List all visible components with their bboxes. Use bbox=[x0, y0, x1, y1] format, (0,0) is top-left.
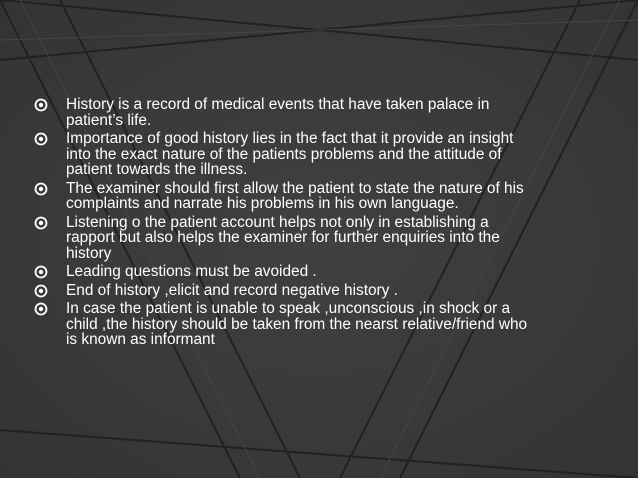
target-bullet-icon bbox=[34, 265, 48, 279]
list-item bbox=[34, 215, 534, 262]
list-item bbox=[34, 301, 534, 348]
list-item-text: History is a record of medical events that have taken palace in patient’s life. bbox=[66, 96, 490, 129]
target-bullet-icon bbox=[34, 216, 48, 230]
list-item-text: End of history ,elicit and record negative history . bbox=[66, 281, 398, 299]
list-item-text: In case the patient is unable to speak ,unconscious ,in shock or a child ,the history should be taken from the nearst relative/friend who is known as informant bbox=[66, 300, 528, 348]
list-item bbox=[34, 181, 534, 212]
list-item bbox=[34, 283, 534, 299]
target-bullet-icon bbox=[34, 132, 48, 146]
list-item-text: Listening o the patient account helps not only in establishing a rapport but also helps the examiner for further enquiries into the history bbox=[66, 213, 500, 262]
target-bullet-icon bbox=[34, 302, 48, 316]
bullet-list bbox=[34, 97, 534, 351]
list-item bbox=[34, 97, 534, 128]
target-bullet-icon bbox=[34, 182, 48, 196]
list-item-text: Leading questions must be avoided . bbox=[66, 263, 317, 280]
list-item-text: The examiner should first allow the patient to state the nature of his complaints and narrate his problems in his own language. bbox=[66, 179, 524, 212]
target-bullet-icon bbox=[34, 98, 48, 112]
list-item bbox=[34, 264, 534, 280]
list-item-text: Importance of good history lies in the fact that it provide an insight into the exact nature of the patients problems and the attitude of patient towards the illness. bbox=[66, 130, 514, 178]
list-item bbox=[34, 131, 534, 178]
target-bullet-icon bbox=[34, 284, 48, 298]
